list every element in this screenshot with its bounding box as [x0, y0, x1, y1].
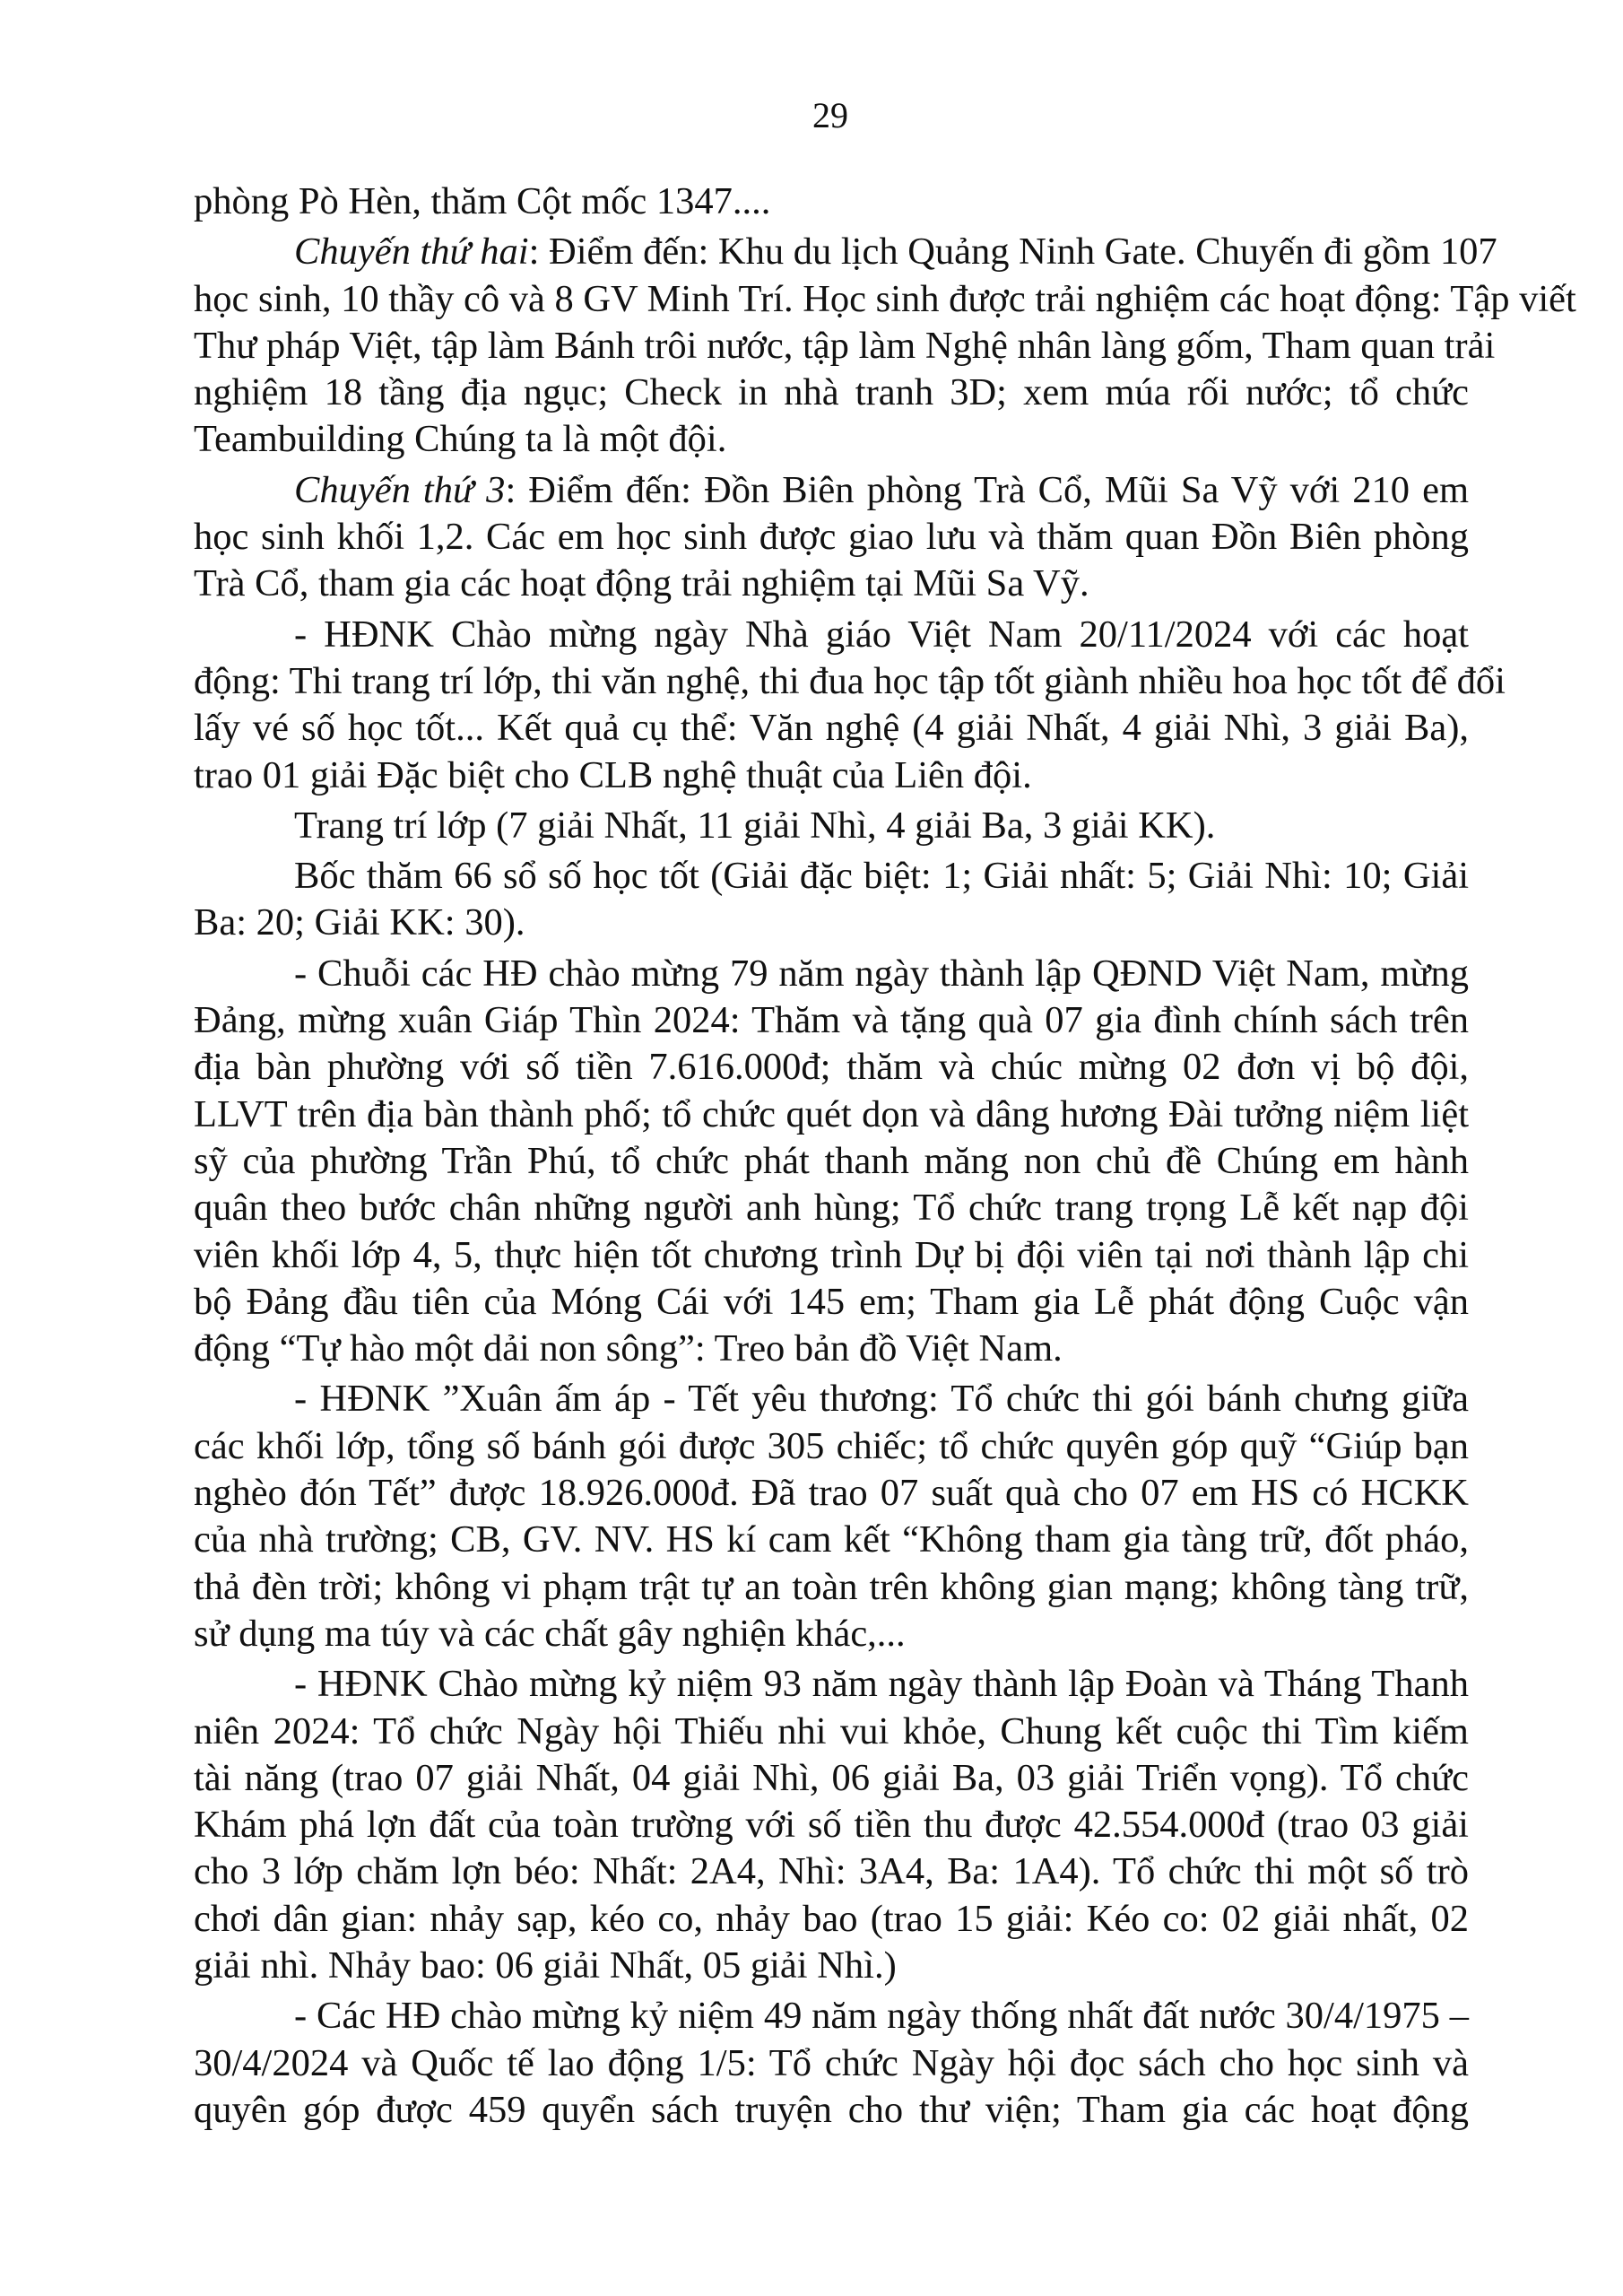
- text-line: [194, 1755, 1469, 1802]
- text-line: [194, 752, 1469, 799]
- text-run: 30/4/2024 và Quốc tế lao động 1/5: Tổ chức Ngày hội đọc sách cho học sinh và: [194, 2041, 1469, 2084]
- text-run: sỹ của phường Trần Phú, tổ chức phát thanh măng non chủ đề Chúng em hành: [194, 1139, 1469, 1182]
- text-run: chơi dân gian: nhảy sạp, kéo co, nhảy bao (trao 15 giải: Kéo co: 02 giải nhất, 02: [194, 1897, 1469, 1940]
- text-line: [194, 1661, 1469, 1708]
- text-run: tài năng (trao 07 giải Nhất, 04 giải Nhì, 06 giải Ba, 03 giải Triển vọng). Tổ chức: [194, 1756, 1469, 1799]
- text-run: nghiệm 18 tầng địa ngục; Check in nhà tranh 3D; xem múa rối nước; tổ chức: [194, 371, 1469, 414]
- text-line: [194, 467, 1469, 514]
- text-line: [194, 1848, 1469, 1895]
- text-line: [194, 1044, 1469, 1091]
- text-line: [194, 323, 1496, 370]
- text-line: [194, 178, 1469, 225]
- paragraph: [194, 229, 1576, 463]
- text-line: [194, 951, 1469, 997]
- text-line: [194, 658, 1506, 705]
- text-run: lấy vé số học tốt... Kết quả cụ thể: Văn nghệ (4 giải Nhất, 4 giải Nhì, 3 giải Ba),: [194, 707, 1469, 750]
- text-line: [194, 1470, 1469, 1517]
- text-run: học sinh, 10 thầy cô và 8 GV Minh Trí. Học sinh được trải nghiệm các hoạt động: Tập viết: [194, 277, 1576, 320]
- text-run: động: Thi trang trí lớp, thi văn nghệ, thi đua học tập tốt giành nhiều hoa học tốt để đổi: [194, 659, 1506, 702]
- text-line: [194, 2087, 1469, 2134]
- text-line: [194, 2040, 1469, 2087]
- text-run: quyên góp được 459 quyển sách truyện cho thư viện; Tham gia các hoạt động: [194, 2088, 1469, 2131]
- text-line: [194, 1993, 1469, 2039]
- text-line: [194, 416, 1469, 463]
- text-run: trao 01 giải Đặc biệt cho CLB nghệ thuật của Liên đội.: [194, 753, 1032, 796]
- text-run: động “Tự hào một dải non sông”: Treo bản đồ Việt Nam.: [194, 1327, 1063, 1370]
- text-line: [194, 1279, 1469, 1326]
- text-run: : Điểm đến: Khu du lịch Quảng Ninh Gate. Chuyến đi gồm 107: [528, 230, 1497, 274]
- text-line: [194, 1185, 1469, 1231]
- page-number: 29: [812, 95, 848, 135]
- text-line: [194, 1709, 1469, 1755]
- italic-heading: Chuyến thứ 3: [294, 468, 506, 511]
- text-line: [194, 900, 1469, 946]
- text-line: [194, 612, 1469, 658]
- text-line: [194, 997, 1469, 1044]
- paragraph: [194, 951, 1469, 1373]
- text-run: : Điểm đến: Đồn Biên phòng Trà Cổ, Mũi Sa Vỹ với 210 em: [505, 468, 1469, 511]
- paragraph: [194, 1661, 1469, 1989]
- text-run: các khối lớp, tổng số bánh gói được 305 chiếc; tổ chức quyên góp quỹ “Giúp bạn: [194, 1424, 1469, 1467]
- text-run: - Các HĐ chào mừng kỷ niệm 49 năm ngày thống nhất đất nước 30/4/1975 –: [294, 1995, 1469, 2038]
- text-line: [194, 370, 1469, 416]
- text-run: quân theo bước chân những người anh hùng; Tổ chức trang trọng Lễ kết nạp đội: [194, 1187, 1469, 1230]
- text-line: [194, 1091, 1469, 1138]
- text-line: [194, 1138, 1469, 1185]
- text-run: Bốc thăm 66 sổ số học tốt (Giải đặc biệt: 1; Giải nhất: 5; Giải Nhì: 10; Giải: [294, 855, 1469, 898]
- text-line: [194, 803, 1469, 849]
- text-run: Teambuilding Chúng ta là một đội.: [194, 418, 727, 461]
- text-line: [194, 1423, 1469, 1470]
- text-line: [194, 1564, 1469, 1611]
- text-line: [194, 1376, 1469, 1422]
- text-run: - HĐNK Chào mừng kỷ niệm 93 năm ngày thành lập Đoàn và Tháng Thanh: [294, 1663, 1469, 1706]
- text-run: - Chuỗi các HĐ chào mừng 79 năm ngày thành lập QĐND Việt Nam, mừng: [294, 952, 1469, 995]
- paragraph: [194, 1993, 1469, 2134]
- text-run: học sinh khối 1,2. Các em học sinh được giao lưu và thăm quan Đồn Biên phòng: [194, 516, 1469, 559]
- text-line: [194, 1896, 1469, 1943]
- paragraph: [194, 178, 1469, 225]
- text-run: Trà Cổ, tham gia các hoạt động trải nghiệm tại Mũi Sa Vỹ.: [194, 562, 1089, 605]
- paragraph: [194, 853, 1469, 947]
- paragraph: [194, 612, 1506, 799]
- text-run: phòng Pò Hèn, thăm Cột mốc 1347....: [194, 180, 771, 222]
- text-run: nghèo đón Tết” được 18.926.000đ. Đã trao 07 suất quà cho 07 em HS có HCKK: [194, 1472, 1469, 1515]
- paragraph: [194, 1376, 1469, 1657]
- text-run: của nhà trường; CB, GV. NV. HS kí cam kết “Không tham gia tàng trữ, đốt pháo,: [194, 1518, 1469, 1561]
- text-run: Ba: 20; Giải KK: 30).: [194, 901, 525, 944]
- text-run: bộ Đảng đầu tiên của Móng Cái với 145 em; Tham gia Lễ phát động Cuộc vận: [194, 1280, 1469, 1323]
- text-line: [194, 1611, 1469, 1657]
- text-run: Thư pháp Việt, tập làm Bánh trôi nước, tập làm Nghệ nhân làng gốm, Tham quan trải: [194, 324, 1496, 367]
- text-run: - HĐNK ”Xuân ấm áp - Tết yêu thương: Tổ chức thi gói bánh chưng giữa: [294, 1378, 1469, 1421]
- text-line: [194, 514, 1469, 561]
- text-run: - HĐNK Chào mừng ngày Nhà giáo Việt Nam 20/11/2024 với các hoạt: [294, 613, 1469, 656]
- text-run: địa bàn phường với số tiền 7.616.000đ; thăm và chúc mừng 02 đơn vị bộ đội,: [194, 1046, 1469, 1089]
- text-line: [194, 705, 1469, 752]
- text-run: thả đèn trời; không vi phạm trật tự an toàn trên không gian mạng; không tàng trữ,: [194, 1565, 1469, 1608]
- text-line: [194, 276, 1576, 323]
- text-run: LLVT trên địa bàn thành phố; tổ chức quét dọn và dâng hương Đài tưởng niệm liệt: [194, 1092, 1469, 1135]
- text-run: Trang trí lớp (7 giải Nhất, 11 giải Nhì, 4 giải Ba, 3 giải KK).: [294, 804, 1216, 847]
- text-line: [194, 1802, 1469, 1848]
- text-line: [194, 1943, 1469, 1989]
- text-run: viên khối lớp 4, 5, thực hiện tốt chương trình Dự bị đội viên tại nơi thành lập chi: [194, 1233, 1469, 1276]
- paragraph: [194, 467, 1469, 608]
- text-line: [194, 1326, 1469, 1372]
- text-line: [194, 561, 1469, 607]
- text-run: cho 3 lớp chăm lợn béo: Nhất: 2A4, Nhì: 3A4, Ba: 1A4). Tổ chức thi một số trò: [194, 1850, 1469, 1893]
- text-run: Khám phá lợn đất của toàn trường với số tiền thu được 42.554.000đ (trao 03 giải: [194, 1804, 1469, 1847]
- text-run: sử dụng ma túy và các chất gây nghiện khác,...: [194, 1612, 906, 1655]
- text-line: [194, 229, 1497, 275]
- document-body: [194, 178, 1576, 2134]
- text-line: [194, 1517, 1469, 1563]
- paragraph: [194, 803, 1469, 849]
- text-line: [194, 1232, 1469, 1279]
- text-line: [194, 853, 1469, 900]
- text-run: giải nhì. Nhảy bao: 06 giải Nhất, 05 giải Nhì.): [194, 1944, 897, 1987]
- text-run: niên 2024: Tổ chức Ngày hội Thiếu nhi vui khỏe, Chung kết cuộc thi Tìm kiếm: [194, 1709, 1469, 1752]
- italic-heading: Chuyến thứ hai: [294, 230, 529, 274]
- text-run: Đảng, mừng xuân Giáp Thìn 2024: Thăm và tặng quà 07 gia đình chính sách trên: [194, 999, 1469, 1042]
